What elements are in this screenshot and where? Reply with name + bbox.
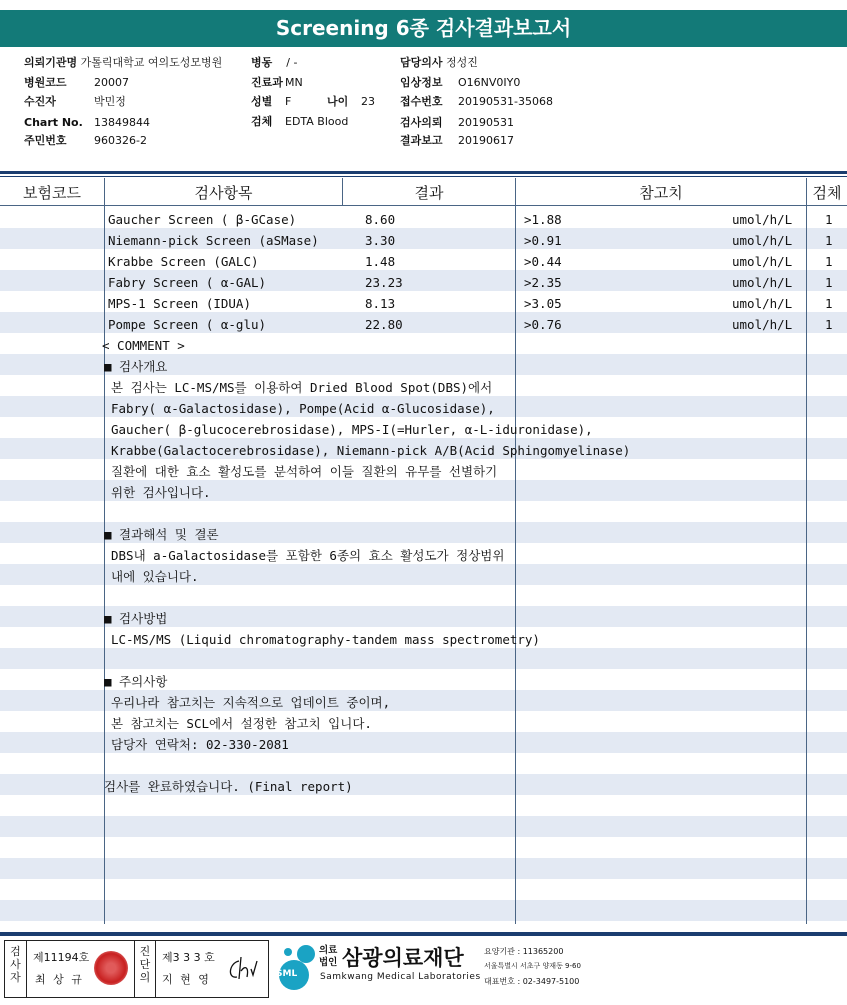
report-date-value: 20190617	[458, 134, 514, 147]
result-value: 3.30	[365, 233, 396, 248]
result-unit: umol/h/L	[732, 212, 793, 227]
col-divider	[342, 178, 343, 206]
request-label: 검사의뢰	[400, 116, 443, 129]
overview-line: 본 검사는 LC-MS/MS를 이용하여 Dried Blood Spot(DBS)에서	[111, 380, 493, 395]
age-label: 나이	[327, 95, 349, 108]
tester-seal-icon	[94, 951, 128, 985]
result-item: Niemann-pick Screen (aSMase)	[108, 233, 319, 248]
caution-line: 담당자 연락처: 02-330-2081	[111, 737, 289, 752]
dept-value: MN	[285, 76, 303, 89]
interpretation-line: 내에 있습니다.	[111, 569, 199, 584]
result-specimen: 1	[825, 212, 833, 227]
ward-value: / -	[286, 56, 298, 69]
patient-label: 수진자	[24, 95, 56, 108]
logo-text: SML	[276, 969, 298, 979]
org-address: 서울특별시 서초구 양재동 9-60	[484, 962, 581, 970]
col-insurance-code: 보험코드	[23, 184, 81, 202]
row-stripe	[0, 648, 847, 669]
result-specimen: 1	[825, 296, 833, 311]
receipt-label: 접수번호	[400, 95, 443, 108]
signature-icon	[225, 953, 259, 983]
tester-name: 최 상 규	[35, 973, 84, 986]
result-value: 22.80	[365, 317, 403, 332]
reviewer-label: 진단의	[134, 941, 156, 997]
result-reference: >2.35	[524, 275, 562, 290]
overview-line: Gaucher( β-glucocerebrosidase), MPS-I(=Hurler, α-L-iduronidase),	[111, 422, 593, 437]
org-english-name: Samkwang Medical Laboratories	[320, 972, 481, 982]
overview-line: 위한 검사입니다.	[111, 485, 211, 500]
overview-line: Fabry( α-Galactosidase), Pompe(Acid α-Glucosidase),	[111, 401, 495, 416]
table-row	[0, 209, 847, 230]
caution-line: 본 참고치는 SCL에서 설정한 참고치 입니다.	[111, 716, 372, 731]
report-title: Screening 6종 검사결과보고서	[0, 10, 847, 47]
caution-line: 우리나라 참고치는 지속적으로 업데이트 중이며,	[111, 695, 391, 710]
comment-heading: < COMMENT >	[102, 338, 185, 353]
signature-box	[4, 940, 269, 998]
table-row	[0, 272, 847, 293]
patient-value: 박민정	[94, 95, 126, 108]
clinical-label: 임상정보	[400, 76, 443, 89]
result-item: Krabbe Screen (GALC)	[108, 254, 259, 269]
section-caution-title: ■ 주의사항	[104, 674, 168, 689]
result-reference: >0.76	[524, 317, 562, 332]
table-row	[0, 251, 847, 272]
doctor-label: 담당의사	[400, 56, 443, 69]
org-phone: 대표번호 : 02-3497-5100	[484, 977, 580, 986]
row-stripe	[0, 816, 847, 837]
result-value: 23.23	[365, 275, 403, 290]
result-reference: >1.88	[524, 212, 562, 227]
sex-value: F	[285, 95, 292, 108]
ward-label: 병동	[251, 56, 273, 69]
result-reference: >0.44	[524, 254, 562, 269]
reviewer-name: 지 현 영	[162, 973, 211, 986]
result-item: Pompe Screen ( α-glu)	[108, 317, 267, 332]
section-overview-title: ■ 검사개요	[104, 359, 168, 374]
result-unit: umol/h/L	[732, 296, 793, 311]
rrn-value: 960326-2	[94, 134, 147, 147]
table-row	[0, 314, 847, 335]
result-item: Gaucher Screen ( β-GCase)	[108, 212, 297, 227]
overview-line: 질환에 대한 효소 활성도를 분석하여 이들 질환의 유무를 선별하기	[111, 464, 498, 479]
method-line: LC-MS/MS (Liquid chromatography-tandem mass spectrometry)	[111, 632, 540, 647]
header-divider	[0, 171, 847, 174]
dept-label: 진료과	[251, 76, 283, 89]
result-unit: umol/h/L	[732, 317, 793, 332]
institution-label: 의뢰기관명	[24, 56, 78, 69]
request-value: 20190531	[458, 116, 514, 129]
row-stripe	[0, 858, 847, 879]
receipt-value: 20190531-35068	[458, 95, 553, 108]
care-number: 요양기관 : 11365200	[484, 947, 564, 956]
result-specimen: 1	[825, 233, 833, 248]
sml-logo-icon	[272, 942, 316, 992]
org-name: 삼광의료재단	[342, 946, 464, 970]
section-interpretation-title: ■ 결과해석 및 결론	[104, 527, 219, 542]
chart-label: Chart No.	[24, 116, 83, 129]
rrn-label: 주민번호	[24, 134, 67, 147]
result-unit: umol/h/L	[732, 254, 793, 269]
interpretation-line: DBS내 a-Galactosidase를 포함한 6종의 효소 활성도가 정상범위	[111, 548, 505, 563]
result-reference: >0.91	[524, 233, 562, 248]
col-test-item: 검사항목	[194, 184, 253, 202]
row-stripe	[0, 900, 847, 921]
result-item: MPS-1 Screen (IDUA)	[108, 296, 251, 311]
hospital-code-label: 병원코드	[24, 76, 67, 89]
col-reference: 참고치	[639, 184, 683, 202]
chart-value: 13849844	[94, 116, 150, 129]
section-method-title: ■ 검사방법	[104, 611, 168, 626]
result-item: Fabry Screen ( α-GAL)	[108, 275, 267, 290]
footer-divider	[0, 932, 847, 936]
result-specimen: 1	[825, 254, 833, 269]
reviewer-license: 제3 3 3 호	[162, 951, 215, 964]
overview-line: Krabbe(Galactocerebrosidase), Niemann-pick A/B(Acid Sphingomyelinase)	[111, 443, 631, 458]
table-row	[0, 293, 847, 314]
report-date-label: 결과보고	[400, 134, 443, 147]
table-row	[0, 230, 847, 251]
result-reference: >3.05	[524, 296, 562, 311]
age-value: 23	[361, 95, 375, 108]
table-header-rule	[0, 205, 847, 206]
col-specimen: 검체	[812, 184, 842, 202]
sex-label: 성별	[251, 95, 273, 108]
header-divider-thin	[0, 176, 847, 177]
result-value: 1.48	[365, 254, 396, 269]
final-report-note: 검사를 완료하였습니다. (Final report)	[104, 779, 353, 794]
specimen-value: EDTA Blood	[285, 115, 349, 128]
hospital-code-value: 20007	[94, 76, 129, 89]
institution-value: 가톨릭대학교 여의도성모병원	[80, 56, 223, 69]
result-specimen: 1	[825, 317, 833, 332]
col-result: 결과	[414, 184, 444, 202]
result-specimen: 1	[825, 275, 833, 290]
clinical-value: O16NV0IY0	[458, 76, 521, 89]
result-unit: umol/h/L	[732, 233, 793, 248]
tester-label: 검사자	[5, 941, 27, 997]
doctor-value: 정성진	[446, 56, 478, 69]
result-unit: umol/h/L	[732, 275, 793, 290]
result-value: 8.13	[365, 296, 396, 311]
result-value: 8.60	[365, 212, 396, 227]
org-prefix: 의료법인	[319, 945, 338, 968]
specimen-label: 검체	[251, 115, 273, 128]
tester-license: 제11194호	[33, 951, 90, 964]
